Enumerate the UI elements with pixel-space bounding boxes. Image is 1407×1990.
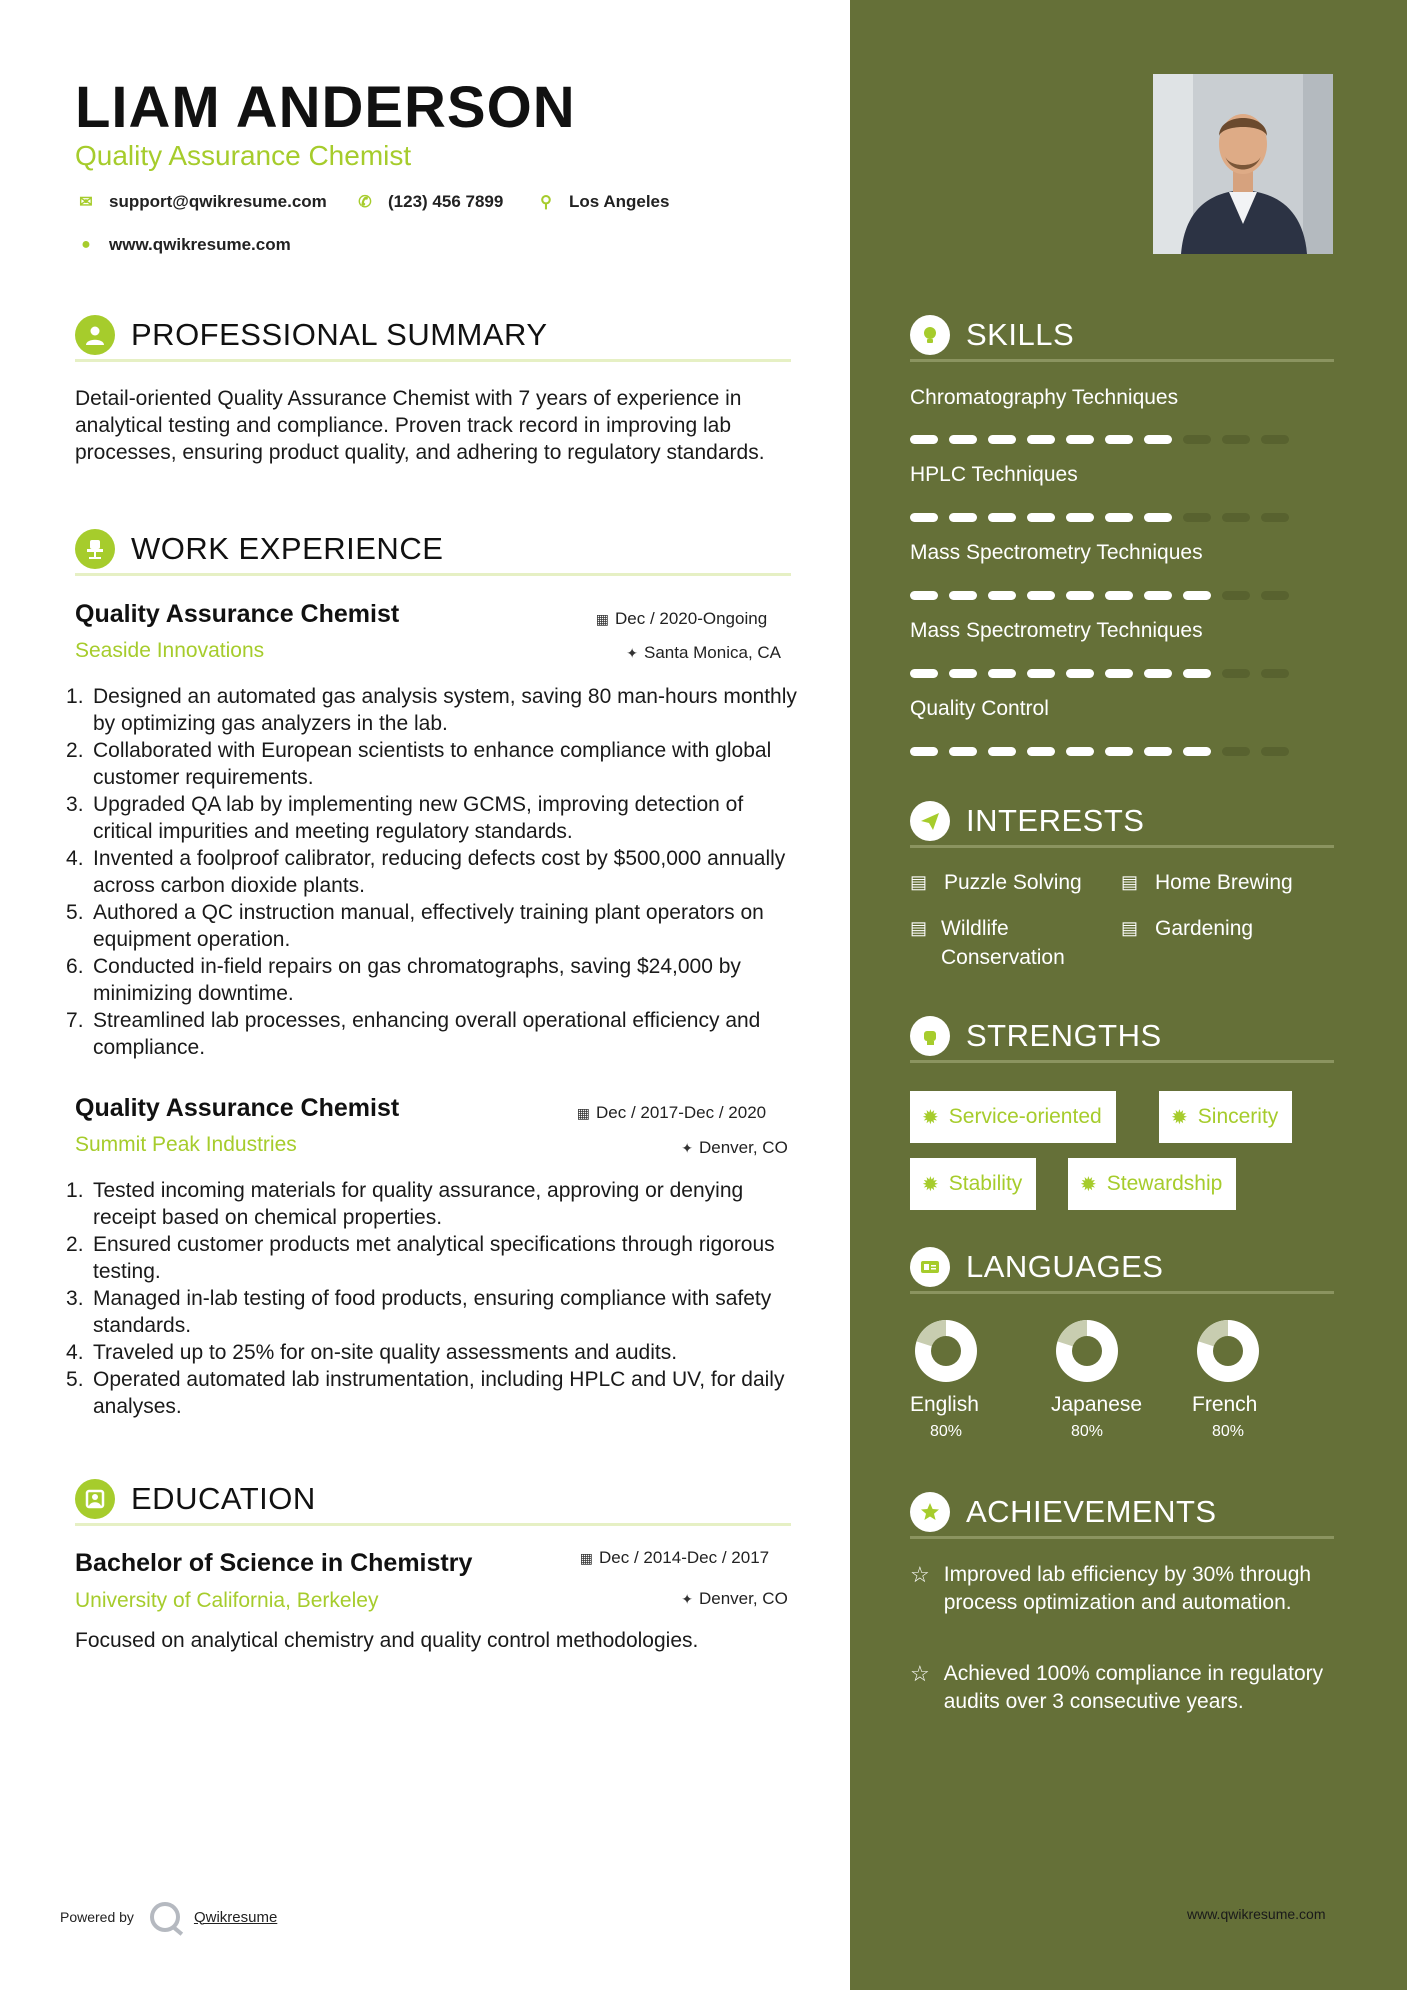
skill-name: Chromatography Techniques xyxy=(910,386,1179,409)
strengths-title: STRENGTHS xyxy=(966,1017,1162,1053)
book-icon: ▤ xyxy=(1121,918,1139,938)
skill-dash xyxy=(1066,591,1094,600)
summary-title: PROFESSIONAL SUMMARY xyxy=(131,316,548,352)
star-icon xyxy=(910,1492,950,1532)
skill-dash xyxy=(910,747,938,756)
experience-title: WORK EXPERIENCE xyxy=(131,530,444,566)
job-location-text: Santa Monica, CA xyxy=(644,643,782,662)
language-name: Japanese xyxy=(1051,1393,1143,1416)
list-item: Authored a QC instruction manual, effectively training plant operators on equipment operation. xyxy=(93,901,764,951)
list-item: Managed in-lab testing of food products, ensuring compliance with safety standards. xyxy=(93,1287,772,1337)
user-icon xyxy=(75,315,115,355)
skill-dash xyxy=(1261,513,1289,522)
badge-icon: ✹ xyxy=(922,1173,939,1196)
skill-name: HPLC Techniques xyxy=(910,463,1078,486)
pushpin-icon: ✦ xyxy=(681,1591,693,1607)
skill-dash xyxy=(1027,591,1055,600)
qwikresume-link[interactable]: Qwikresume xyxy=(193,1908,278,1926)
skill-name: Quality Control xyxy=(910,697,1049,720)
education-description: Focused on analytical chemistry and quality control methodologies. xyxy=(75,1629,699,1652)
candidate-title: Quality Assurance Chemist xyxy=(75,140,412,171)
skill-dash xyxy=(1222,669,1250,678)
website-text: www.qwikresume.com xyxy=(109,235,291,254)
lightbulb-icon xyxy=(910,315,950,355)
job-location-text: Denver, CO xyxy=(699,1138,788,1157)
language-item xyxy=(1192,1320,1312,1441)
pushpin-icon: ✦ xyxy=(626,645,638,661)
achievement-item xyxy=(910,1561,1330,1617)
skill-dash xyxy=(949,513,977,522)
skill-dash xyxy=(1105,591,1133,600)
degree-title: Bachelor of Science in Chemistry xyxy=(75,1549,473,1577)
list-item: Traveled up to 25% for on-site quality assessments and audits. xyxy=(93,1341,678,1364)
phone-text: (123) 456 7899 xyxy=(388,192,504,211)
email-text: support@qwikresume.com xyxy=(109,192,327,211)
location-text: Los Angeles xyxy=(569,192,670,211)
skill-dash xyxy=(1183,669,1211,678)
interest-item xyxy=(910,868,1082,897)
shooting-star-icon: ☆ xyxy=(910,1661,930,1686)
skill-level-bar xyxy=(910,513,1300,522)
skill-dash xyxy=(910,513,938,522)
skill-dash xyxy=(1222,435,1250,444)
skill-dash xyxy=(949,591,977,600)
interest-label: Wildlife Conservation xyxy=(941,917,1065,969)
calendar-icon: ▦ xyxy=(579,1550,593,1566)
skill-dash xyxy=(949,435,977,444)
language-item xyxy=(910,1320,1030,1441)
list-item: Ensured customer products met analytical specifications through rigorous testing. xyxy=(93,1233,775,1283)
education-title: EDUCATION xyxy=(131,1480,316,1516)
profile-photo xyxy=(1153,74,1333,254)
skill-dash xyxy=(1222,747,1250,756)
graduate-icon xyxy=(75,1479,115,1519)
language-percent: 80% xyxy=(1212,1423,1245,1440)
book-icon: ▤ xyxy=(910,918,928,938)
skills-title: SKILLS xyxy=(966,316,1075,352)
job-dates-text: Dec / 2017-Dec / 2020 xyxy=(596,1103,767,1122)
skill-dash xyxy=(1144,669,1172,678)
list-item: Designed an automated gas analysis system, saving 80 man-hours monthly by optimizing gas analyzers in the lab. xyxy=(93,685,797,735)
experience-heading xyxy=(75,524,791,576)
contact-location xyxy=(535,192,669,212)
skill-dash xyxy=(1105,747,1133,756)
strength-badge xyxy=(1159,1091,1292,1143)
skill-dash xyxy=(1066,435,1094,444)
skill-level-bar xyxy=(910,669,1300,678)
strength-badge xyxy=(1068,1158,1236,1210)
skills-heading xyxy=(910,310,1334,362)
skill-dash xyxy=(1261,669,1289,678)
skill-dash xyxy=(1144,435,1172,444)
languages-title: LANGUAGES xyxy=(966,1248,1164,1284)
envelope-icon: ✉ xyxy=(79,194,93,211)
skill-dash xyxy=(910,591,938,600)
skill-dash xyxy=(1183,591,1211,600)
list-item: Conducted in-field repairs on gas chromatographs, saving $24,000 by minimizing downtime. xyxy=(93,955,741,1005)
strength-label: Sincerity xyxy=(1197,1105,1279,1128)
skill-dash xyxy=(1261,747,1289,756)
candidate-name: LIAM ANDERSON xyxy=(75,75,576,140)
education-location-text: Denver, CO xyxy=(699,1589,788,1608)
interest-item xyxy=(1121,914,1253,943)
skill-dash xyxy=(1105,513,1133,522)
fist-icon xyxy=(910,1016,950,1056)
language-donut xyxy=(1197,1320,1259,1382)
skill-dash xyxy=(988,669,1016,678)
powered-by-text: Powered by xyxy=(60,1909,134,1925)
summary-text: Detail-oriented Quality Assurance Chemist with 7 years of experience in analytical testing and compliance. Proven track record in improving lab processes, ensuring product quality, and adhering to regulatory standards. xyxy=(75,387,765,464)
education-dates-row xyxy=(577,1548,769,1568)
strength-badge xyxy=(910,1091,1116,1143)
footer-url[interactable]: www.qwikresume.com xyxy=(1187,1906,1326,1922)
skill-dash xyxy=(988,591,1016,600)
skill-dash xyxy=(1105,435,1133,444)
achievement-text: Achieved 100% compliance in regulatory audits over 3 consecutive years. xyxy=(943,1662,1324,1713)
language-donut xyxy=(915,1320,977,1382)
badge-icon: ✹ xyxy=(1080,1173,1097,1196)
language-percent: 80% xyxy=(1071,1423,1104,1440)
book-icon: ▤ xyxy=(910,872,928,892)
language-percent: 80% xyxy=(930,1423,963,1440)
skill-level-bar xyxy=(910,591,1300,600)
qwikresume-logo-icon xyxy=(150,1902,180,1932)
language-card-icon xyxy=(910,1247,950,1287)
chair-icon xyxy=(75,529,115,569)
phone-icon: ✆ xyxy=(358,194,372,211)
pushpin-icon: ✦ xyxy=(681,1140,693,1156)
contact-email[interactable] xyxy=(75,192,327,212)
job-location-row xyxy=(622,643,781,663)
badge-icon: ✹ xyxy=(1171,1106,1188,1129)
language-name: French xyxy=(1192,1393,1258,1416)
skill-dash xyxy=(949,747,977,756)
job-location-row xyxy=(677,1138,788,1158)
job-dates-row xyxy=(593,609,767,629)
skill-dash xyxy=(1066,747,1094,756)
skill-dash xyxy=(1144,591,1172,600)
list-item: Tested incoming materials for quality assurance, approving or denying receipt based on chemical properties. xyxy=(93,1179,744,1229)
job-dates-text: Dec / 2020-Ongoing xyxy=(615,609,768,628)
skill-dash xyxy=(1027,513,1055,522)
job-title: Quality Assurance Chemist xyxy=(75,600,400,628)
strength-label: Stability xyxy=(948,1172,1023,1195)
strength-label: Service-oriented xyxy=(948,1105,1102,1128)
globe-icon: ● xyxy=(81,236,91,253)
skill-level-bar xyxy=(910,435,1300,444)
achievements-title: ACHIEVEMENTS xyxy=(966,1493,1217,1529)
interests-heading xyxy=(910,796,1334,848)
job-title: Quality Assurance Chemist xyxy=(75,1094,400,1122)
list-item: Upgraded QA lab by implementing new GCMS, improving detection of critical impurities and meeting regulatory standards. xyxy=(93,793,744,843)
skill-dash xyxy=(988,513,1016,522)
badge-icon: ✹ xyxy=(922,1106,939,1129)
skill-dash xyxy=(1066,669,1094,678)
achievement-text: Improved lab efficiency by 30% through process optimization and automation. xyxy=(943,1563,1312,1614)
language-donut xyxy=(1056,1320,1118,1382)
skill-level-bar xyxy=(910,747,1300,756)
calendar-icon: ▦ xyxy=(576,1105,590,1121)
contact-website[interactable] xyxy=(75,235,291,255)
interest-item xyxy=(910,914,1100,972)
skill-dash xyxy=(1222,591,1250,600)
calendar-icon: ▦ xyxy=(595,611,609,627)
job-company: Summit Peak Industries xyxy=(75,1133,297,1156)
school-name: University of California, Berkeley xyxy=(75,1589,379,1612)
skill-dash xyxy=(1183,747,1211,756)
achievements-heading xyxy=(910,1487,1334,1539)
skill-dash xyxy=(949,669,977,678)
skill-dash xyxy=(1027,669,1055,678)
skill-dash xyxy=(910,435,938,444)
education-dates-text: Dec / 2014-Dec / 2017 xyxy=(599,1548,770,1567)
skill-dash xyxy=(1066,513,1094,522)
paper-plane-icon xyxy=(910,801,950,841)
job-dates-row xyxy=(574,1103,766,1123)
strength-badge xyxy=(910,1158,1036,1210)
skill-dash xyxy=(1144,513,1172,522)
shooting-star-icon: ☆ xyxy=(910,1562,930,1587)
skill-dash xyxy=(1222,513,1250,522)
strength-label: Stewardship xyxy=(1106,1172,1223,1195)
book-icon: ▤ xyxy=(1121,872,1139,892)
summary-heading xyxy=(75,310,791,362)
skill-dash xyxy=(1027,435,1055,444)
interest-label: Puzzle Solving xyxy=(944,871,1082,894)
languages-heading xyxy=(910,1242,1334,1294)
interest-label: Home Brewing xyxy=(1155,871,1293,894)
list-item: Operated automated lab instrumentation, including HPLC and UV, for daily analyses. xyxy=(93,1368,785,1418)
interest-label: Gardening xyxy=(1155,917,1254,940)
skill-name: Mass Spectrometry Techniques xyxy=(910,541,1203,564)
achievement-item xyxy=(910,1660,1330,1716)
skill-dash xyxy=(988,747,1016,756)
list-item: Collaborated with European scientists to enhance compliance with global customer requirements. xyxy=(93,739,772,789)
footer-powered xyxy=(60,1902,277,1932)
skill-dash xyxy=(1105,669,1133,678)
interests-title: INTERESTS xyxy=(966,802,1145,838)
list-item: Streamlined lab processes, enhancing overall operational efficiency and compliance. xyxy=(93,1009,761,1059)
skill-dash xyxy=(1144,747,1172,756)
skill-dash xyxy=(988,435,1016,444)
strengths-heading xyxy=(910,1011,1334,1063)
map-pin-icon: ⚲ xyxy=(540,194,552,211)
job-bullets xyxy=(66,1177,806,1420)
skill-dash xyxy=(1183,435,1211,444)
contact-phone[interactable] xyxy=(354,192,503,212)
job-company: Seaside Innovations xyxy=(75,639,265,662)
language-name: English xyxy=(910,1393,979,1416)
skill-dash xyxy=(1027,747,1055,756)
skill-dash xyxy=(1261,435,1289,444)
skill-name: Mass Spectrometry Techniques xyxy=(910,619,1203,642)
language-item xyxy=(1051,1320,1171,1441)
education-location-row xyxy=(677,1589,788,1609)
interest-item xyxy=(1121,868,1293,897)
skill-dash xyxy=(910,669,938,678)
job-bullets xyxy=(66,683,806,1061)
skill-dash xyxy=(1261,591,1289,600)
list-item: Invented a foolproof calibrator, reducing defects cost by $500,000 annually across carbon dioxide plants. xyxy=(93,847,786,897)
skill-dash xyxy=(1183,513,1211,522)
education-heading xyxy=(75,1474,791,1526)
